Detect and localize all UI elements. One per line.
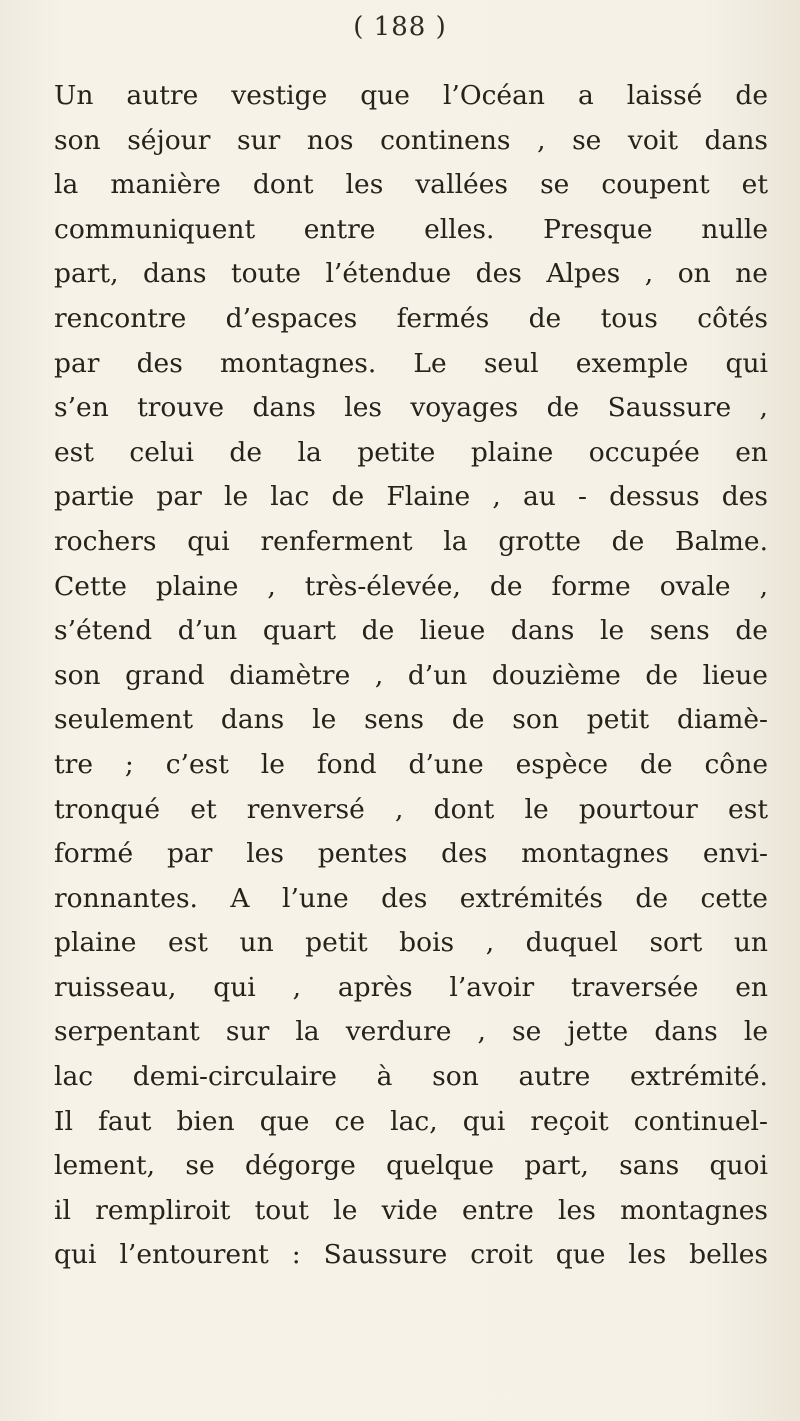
text-line: Un autre vestige que l’Océan a laissé de [54, 80, 768, 111]
text-line: plaine est un petit bois , duquel sort un [54, 927, 768, 959]
text-line: Cette plaine , très-élevée, de forme ovale , [54, 570, 768, 602]
text-line: rochers qui renferment la grotte de Balme. [54, 525, 768, 557]
text-line: partie par le lac de Flaine , au - dessus des [54, 481, 768, 513]
text-line: lac demi-circulaire à son autre extrémité. [54, 1061, 768, 1093]
text-line: serpentant sur la verdure , se jette dans le [54, 1016, 768, 1048]
text-line: s’en trouve dans les voyages de Saussure , [54, 392, 768, 424]
text-line: seulement dans le sens de son petit diamè- [54, 704, 768, 736]
text-line: part, dans toute l’étendue des Alpes , on ne [54, 258, 768, 290]
text-line: ronnantes. A l’une des extrémités de cette [54, 882, 768, 914]
page-number: ( 188 ) [353, 12, 447, 42]
text-line: tre ; c’est le fond d’une espèce de cône [54, 748, 768, 780]
text-line: lement, se dégorge quelque part, sans quoi [54, 1150, 768, 1182]
text-line: est celui de la petite plaine occupée en [54, 436, 768, 468]
text-line: Il faut bien que ce lac, qui reçoit continuel- [54, 1105, 768, 1137]
text-line: la manière dont les vallées se coupent et [54, 169, 768, 201]
text-line: tronqué et renversé , dont le pourtour est [54, 793, 768, 825]
text-line: rencontre d’espaces fermés de tous côtés [54, 302, 768, 334]
text-line: son grand diamètre , d’un douzième de lieue [54, 659, 768, 691]
text-line: communiquent entre elles. Presque nulle [54, 213, 768, 245]
text-line: il rempliroit tout le vide entre les montagnes [54, 1194, 768, 1226]
text-line: s’étend d’un quart de lieue dans le sens de [54, 615, 768, 647]
text-line: son séjour sur nos continens , se voit dans [54, 124, 768, 156]
text-line: formé par les pentes des montagnes envi- [54, 838, 768, 870]
text-line: par des montagnes. Le seul exemple qui [54, 347, 768, 379]
text-line: qui l’entourent : Saussure croit que les belles [54, 1239, 768, 1271]
text-line: ruisseau, qui , après l’avoir traversée en [54, 971, 768, 1003]
body-text [54, 74, 768, 1278]
